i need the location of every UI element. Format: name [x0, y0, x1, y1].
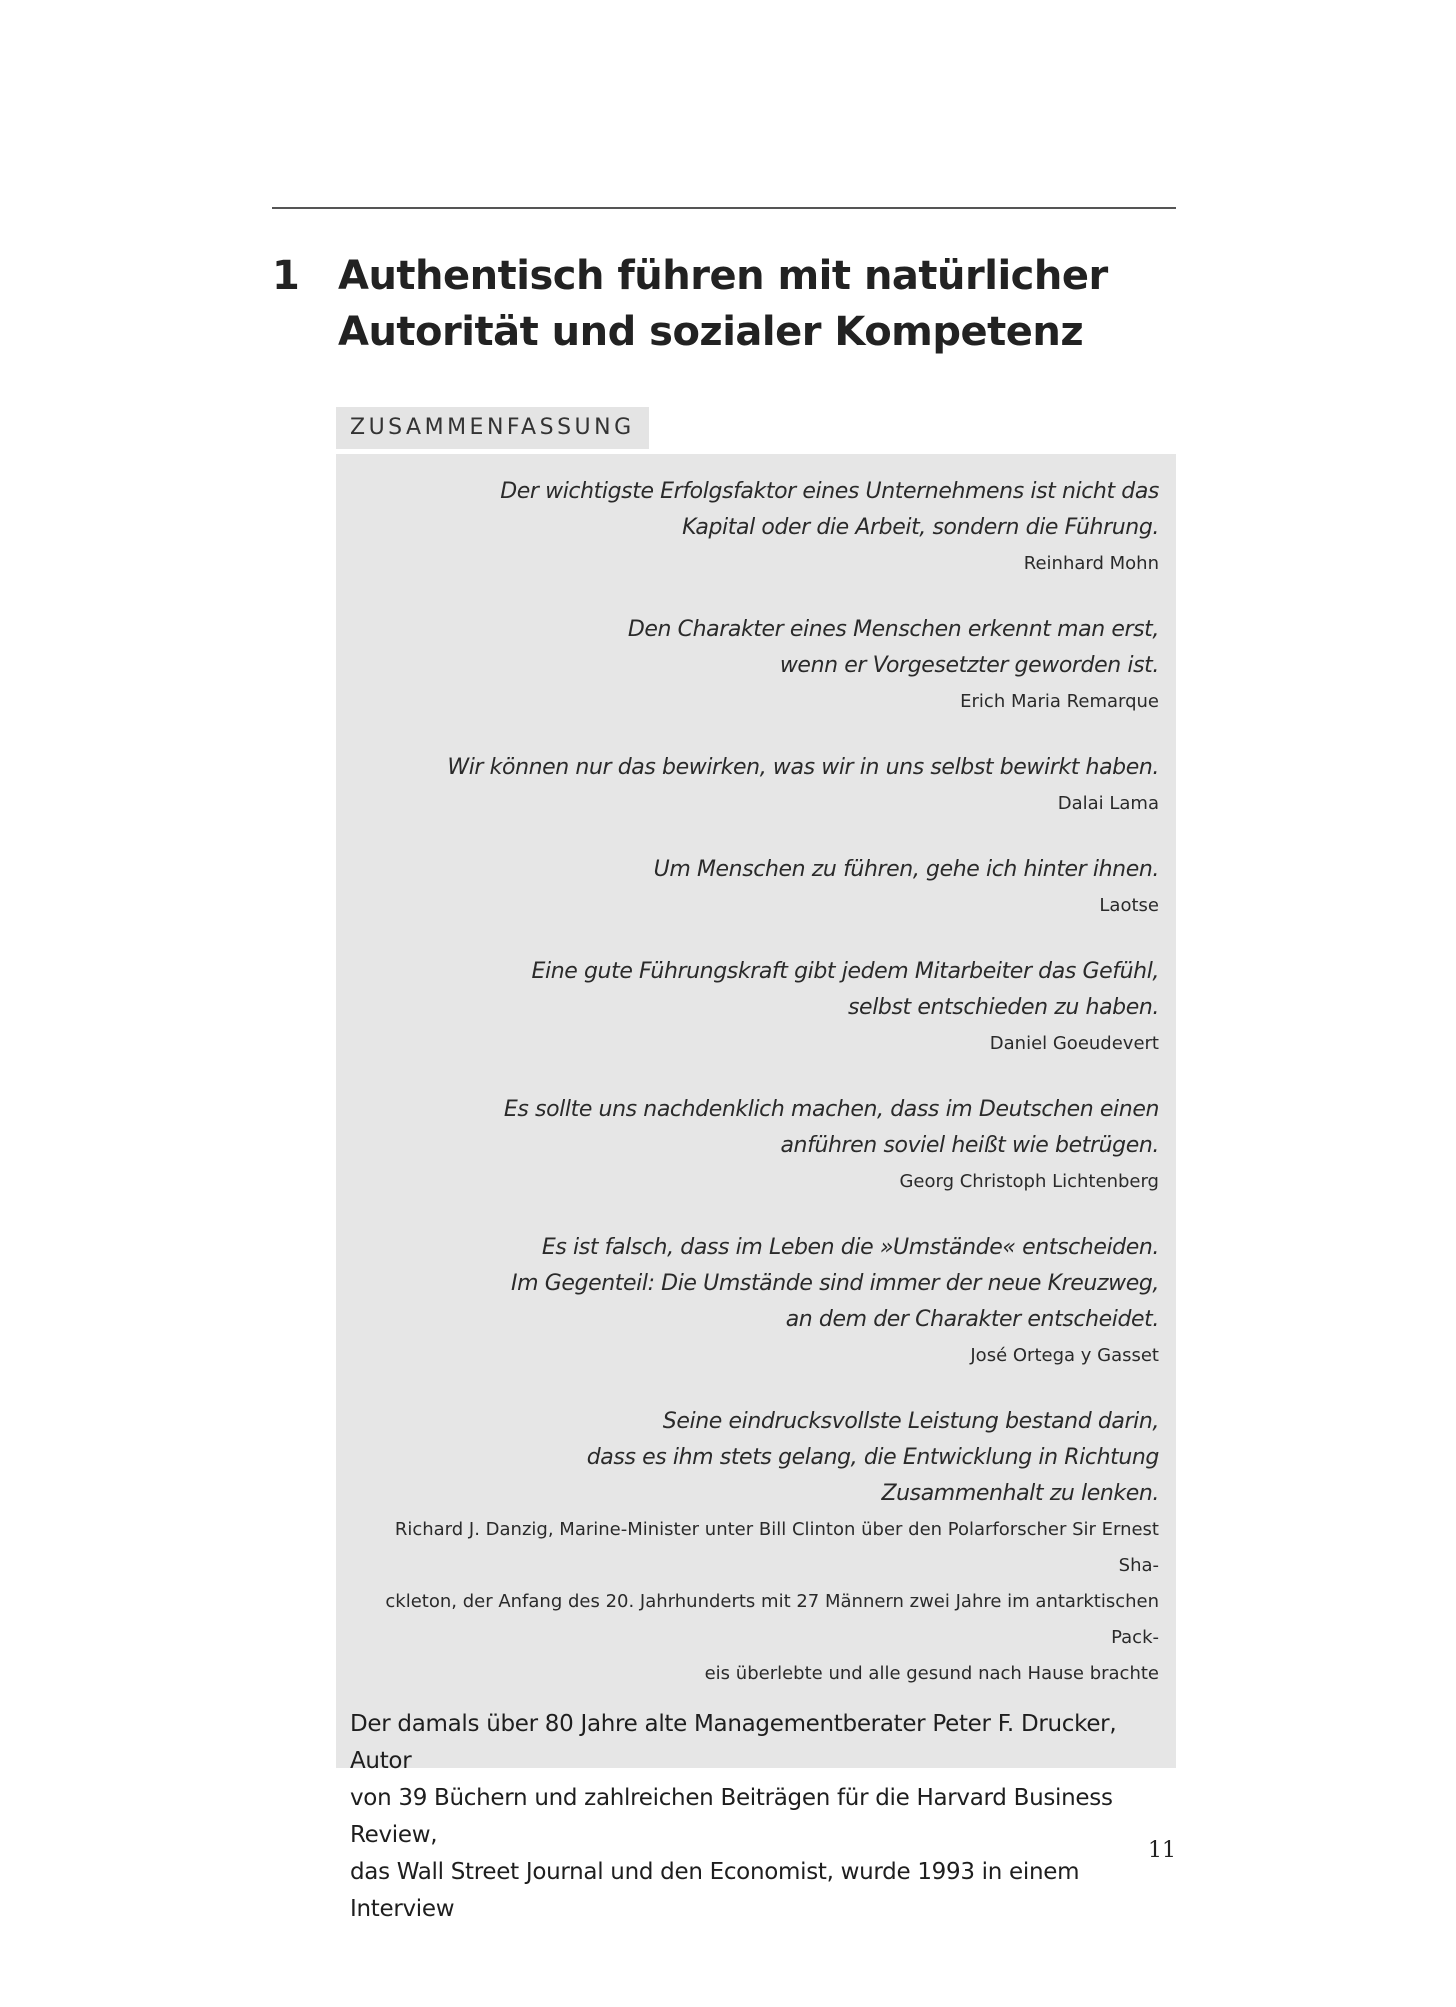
quote-text	[350, 474, 1159, 546]
summary-body-text	[350, 1706, 1159, 1928]
body-line: Der damals über 80 Jahre alte Managementberater Peter F. Drucker, Autor	[350, 1711, 1117, 1774]
quote-line: Wir können nur das bewirken, was wir in uns selbst bewirkt haben.	[447, 755, 1159, 780]
quote-line: an dem der Charakter entscheidet.	[785, 1307, 1159, 1332]
quote-author-line: ckleton, der Anfang des 20. Jahrhunderts mit 27 Männern zwei Jahre im antarktischen Pack-	[385, 1591, 1159, 1648]
quote-line: selbst entschieden zu haben.	[848, 995, 1159, 1020]
quote-line: Es ist falsch, dass im Leben die »Umstände« entscheiden.	[541, 1235, 1159, 1260]
quote-text	[350, 954, 1159, 1026]
quote	[350, 750, 1159, 822]
quote-author: Georg Christoph Lichtenberg	[899, 1171, 1159, 1192]
quote	[350, 852, 1159, 924]
quote-line: Es sollte uns nachdenklich machen, dass im Deutschen einen	[503, 1097, 1159, 1122]
quote-line: Zusammenhalt zu lenken.	[881, 1481, 1159, 1506]
quote-line: Eine gute Führungskraft gibt jedem Mitarbeiter das Gefühl,	[531, 959, 1159, 984]
quote-line: dass es ihm stets gelang, die Entwicklung in Richtung	[586, 1445, 1159, 1470]
quote-line: Im Gegenteil: Die Umstände sind immer der neue Kreuzweg,	[511, 1271, 1159, 1296]
quote-line: Den Charakter eines Menschen erkennt man erst,	[627, 617, 1159, 642]
quote-line: anführen soviel heißt wie betrügen.	[780, 1133, 1159, 1158]
quote-author: Dalai Lama	[1057, 793, 1159, 814]
quote-text	[350, 1230, 1159, 1338]
quote-line: Seine eindrucksvollste Leistung bestand darin,	[662, 1409, 1159, 1434]
quote-line: Um Menschen zu führen, gehe ich hinter ihnen.	[653, 857, 1159, 882]
quote	[350, 1092, 1159, 1200]
body-line: das Wall Street Journal und den Economist, wurde 1993 in einem Interview	[350, 1859, 1080, 1922]
quote-author: José Ortega y Gasset	[970, 1345, 1159, 1366]
quote-text	[350, 1092, 1159, 1164]
quote-author	[350, 1512, 1159, 1692]
quote-author-line: Richard J. Danzig, Marine-Minister unter Bill Clinton über den Polarforscher Sir Ernest Sha-	[394, 1519, 1159, 1576]
page-number: 11	[1148, 1838, 1176, 1863]
chapter-top-rule	[272, 207, 1176, 209]
chapter-title-line: Autorität und sozialer Kompetenz	[338, 309, 1084, 355]
quote-line: Der wichtigste Erfolgsfaktor eines Unternehmens ist nicht das	[500, 479, 1159, 504]
quote-author: Reinhard Mohn	[1023, 553, 1159, 574]
quote-author: Daniel Goeudevert	[989, 1033, 1159, 1054]
chapter-heading	[272, 248, 1176, 360]
quote	[350, 474, 1159, 582]
quote-author-line: eis überlebte und alle gesund nach Hause brachte	[704, 1663, 1159, 1684]
quote-author: Erich Maria Remarque	[960, 691, 1159, 712]
summary-label: ZUSAMMENFASSUNG	[336, 407, 649, 449]
quote-line: wenn er Vorgesetzter geworden ist.	[779, 653, 1159, 678]
quote	[350, 954, 1159, 1062]
quote-text	[350, 1404, 1159, 1512]
quote	[350, 1404, 1159, 1692]
quote-text	[350, 612, 1159, 684]
quote-text	[350, 750, 1159, 786]
chapter-title-line: Authentisch führen mit natürlicher	[338, 253, 1108, 299]
quote	[350, 1230, 1159, 1374]
chapter-number: 1	[272, 253, 300, 299]
chapter-title	[338, 248, 1108, 360]
quote-line: Kapital oder die Arbeit, sondern die Führung.	[682, 515, 1159, 540]
body-line: von 39 Büchern und zahlreichen Beiträgen für die Harvard Business Review,	[350, 1785, 1113, 1848]
quote-text	[350, 852, 1159, 888]
quote-author: Laotse	[1099, 895, 1159, 916]
quote	[350, 612, 1159, 720]
